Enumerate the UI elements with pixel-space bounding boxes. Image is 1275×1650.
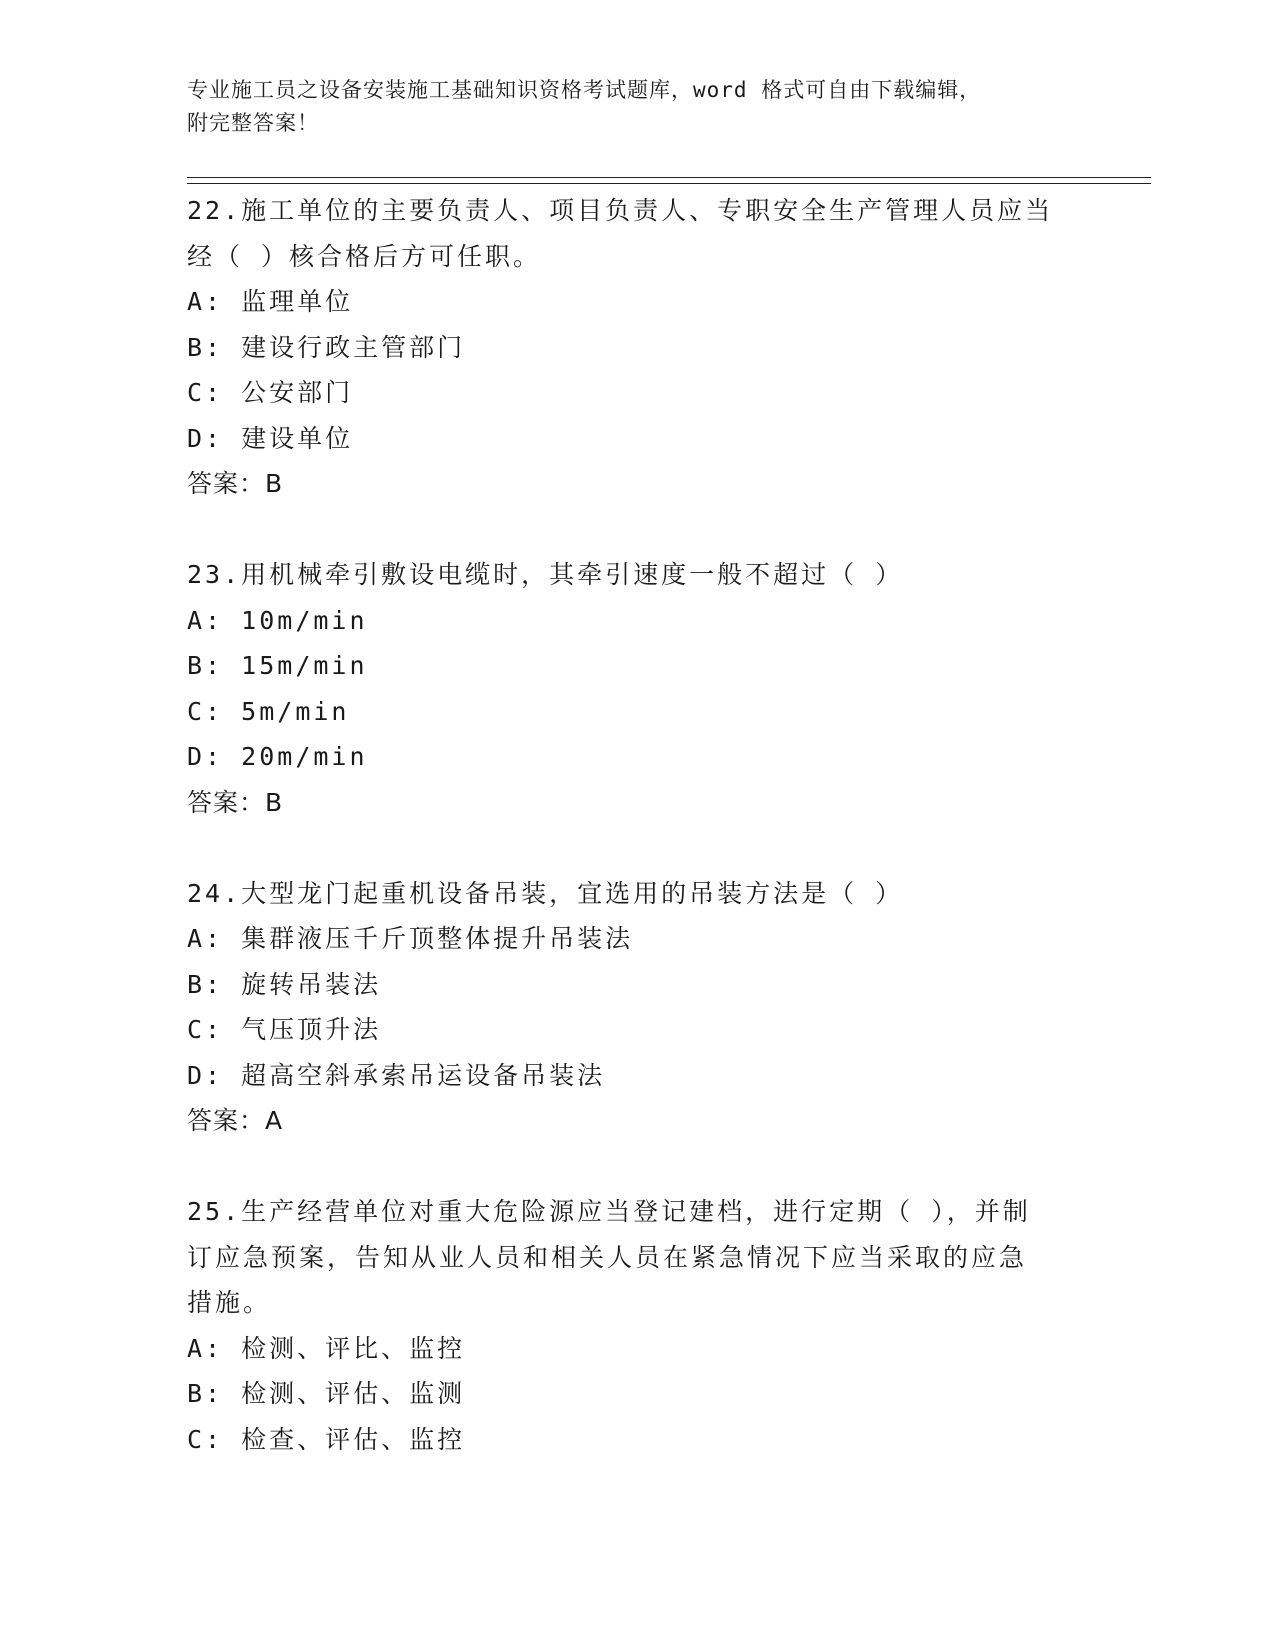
question-text: 24.大型龙门起重机设备吊装，宜选用的吊装方法是（ ） (187, 878, 904, 908)
question-22 (187, 188, 1087, 507)
option-text: 监理单位 (241, 287, 354, 316)
option-letter: B: (187, 332, 224, 362)
option-letter: A: (187, 605, 224, 635)
question-list (187, 188, 1087, 1462)
option-b (187, 643, 1087, 689)
option-text: 10m/min (241, 605, 368, 635)
option-b (187, 1371, 1087, 1417)
option-letter: C: (187, 696, 224, 726)
option-d (187, 1053, 1087, 1099)
option-text: 15m/min (241, 651, 368, 680)
option-c (187, 1417, 1087, 1463)
option-a (187, 916, 1087, 962)
option-letter: C: (187, 1424, 224, 1454)
header-divider-top (187, 177, 1151, 178)
question-text: 订应急预案，告知从业人员和相关人员在紧急情况下应当采取的应急 (187, 1242, 1028, 1272)
option-letter: B: (187, 969, 224, 999)
option-letter: D: (187, 1060, 224, 1090)
question-23 (187, 552, 1087, 825)
option-b (187, 325, 1087, 371)
question-25 (187, 1189, 1087, 1462)
option-a (187, 279, 1087, 325)
header-divider-bottom (187, 183, 1151, 184)
option-c (187, 689, 1087, 735)
option-text: 建设单位 (241, 423, 354, 453)
option-letter: C: (187, 378, 224, 407)
option-letter: A: (187, 924, 224, 953)
document-header (187, 74, 1067, 140)
question-24 (187, 871, 1087, 1144)
option-text: 检测、评估、监测 (241, 1379, 466, 1408)
option-letter: D: (187, 423, 224, 453)
option-letter: A: (187, 287, 224, 316)
option-text: 建设行政主管部门 (241, 332, 466, 362)
option-text: 集群液压千斤顶整体提升吊装法 (241, 924, 634, 953)
option-c (187, 370, 1087, 416)
option-letter: B: (187, 1379, 224, 1408)
option-letter: C: (187, 1015, 224, 1044)
option-text: 5m/min (241, 696, 350, 726)
option-text: 旋转吊装法 (241, 969, 382, 999)
option-letter: D: (187, 742, 224, 771)
option-text: 气压顶升法 (241, 1015, 382, 1044)
option-text: 20m/min (241, 742, 368, 771)
option-letter: B: (187, 651, 224, 680)
option-d (187, 416, 1087, 462)
answer-line: 答案：B (187, 787, 284, 817)
question-text: 22.施工单位的主要负责人、项目负责人、专职安全生产管理人员应当 (187, 196, 1054, 225)
question-text: 25.生产经营单位对重大危险源应当登记建档，进行定期（ ），并制 (187, 1197, 1031, 1226)
option-letter: A: (187, 1333, 224, 1363)
question-text: 经（ ）核合格后方可任职。 (187, 241, 542, 271)
answer-line: 答案：B (187, 469, 284, 498)
header-line-2: 附完整答案！ (187, 111, 319, 135)
option-text: 超高空斜承索吊运设备吊装法 (241, 1060, 606, 1090)
option-text: 公安部门 (241, 378, 354, 407)
option-text: 检查、评估、监控 (241, 1424, 466, 1454)
option-d (187, 734, 1087, 780)
question-text: 措施。 (187, 1288, 272, 1317)
question-text: 23.用机械牵引敷设电缆时，其牵引速度一般不超过（ ） (187, 560, 904, 589)
header-line-1: 专业施工员之设备安装施工基础知识资格考试题库，word 格式可自由下载编辑， (187, 78, 982, 102)
option-c (187, 1007, 1087, 1053)
option-b (187, 962, 1087, 1008)
option-a (187, 598, 1087, 644)
answer-line: 答案：A (187, 1106, 284, 1135)
option-a (187, 1326, 1087, 1372)
option-text: 检测、评比、监控 (241, 1333, 466, 1363)
